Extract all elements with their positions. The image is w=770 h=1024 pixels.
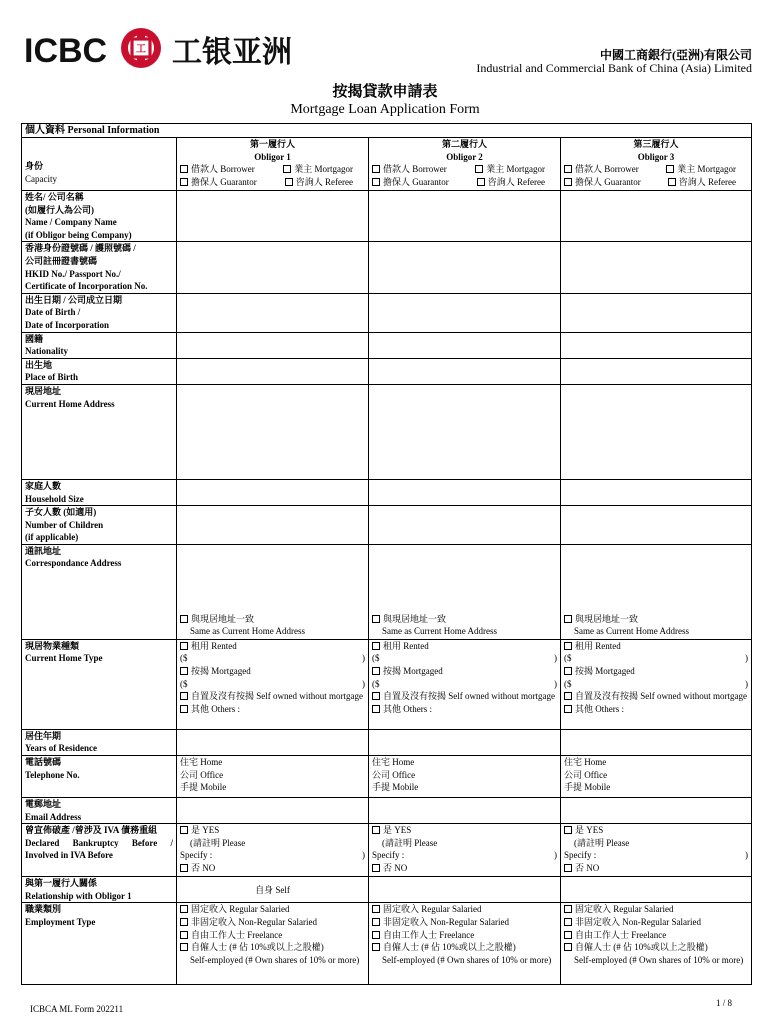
self-employed-checkbox[interactable]: 自僱人士 (# 佔 10%或以上之股權) bbox=[180, 941, 365, 954]
obligor-3-relationship-field[interactable] bbox=[561, 877, 752, 903]
obligor-2-employment: 固定收入 Regular Salaried 非固定收入 Non-Regular Salaried 自由工作人士 Freelance 自僱人士 (# 佔 10%或以上之股權) Self-employed (# Own shares of 10% or more) bbox=[369, 903, 561, 985]
others-checkbox[interactable]: 其他 Others : bbox=[564, 703, 748, 716]
bankruptcy-label: 曾宣佈破產 /曾涉及 IVA 債務重組 Declared Bankruptcy Before / Involved in IVA Before bbox=[22, 824, 177, 877]
self-owned-checkbox[interactable]: 自置及沒有按揭 Self owned without mortgage bbox=[372, 690, 557, 703]
same-address-checkbox[interactable]: 與現居地址一致 bbox=[180, 613, 365, 626]
referee-checkbox[interactable]: 咨詢人 Referee bbox=[668, 176, 742, 189]
non-regular-salaried-checkbox[interactable]: 非固定收入 Non-Regular Salaried bbox=[180, 916, 365, 929]
referee-checkbox[interactable]: 咨詢人 Referee bbox=[477, 176, 551, 189]
form-title-en: Mortgage Loan Application Form bbox=[290, 102, 480, 117]
obligor-1-employment: 固定收入 Regular Salaried 非固定收入 Non-Regular Salaried 自由工作人士 Freelance 自僱人士 (# 佔 10%或以上之股權) Self-employed (# Own shares of 10% or more) bbox=[177, 903, 369, 985]
page-number: 1 / 8 bbox=[715, 998, 732, 1008]
bankruptcy-specify-field[interactable]: Specify : ) bbox=[180, 850, 365, 861]
children-label: 子女人數 (如適用) Number of Children (if applicable) bbox=[22, 506, 177, 545]
bankruptcy-specify-field[interactable]: Specify : ) bbox=[564, 850, 749, 861]
obligor-3-correspondence-field[interactable]: 與現居地址一致 Same as Current Home Address bbox=[561, 544, 752, 639]
mortgagor-checkbox[interactable]: 業主 Mortgagor bbox=[283, 163, 359, 176]
obligor-2-household-field[interactable] bbox=[369, 479, 561, 505]
obligor-1-household-field[interactable] bbox=[177, 479, 369, 505]
others-checkbox[interactable]: 其他 Others : bbox=[180, 703, 365, 716]
obligor-1-correspondence-field[interactable]: 與現居地址一致 Same as Current Home Address bbox=[177, 544, 369, 639]
obligor-1-capacity bbox=[177, 138, 369, 191]
mortgagor-checkbox[interactable]: 業主 Mortgagor bbox=[475, 163, 551, 176]
obligor-2-address-field[interactable] bbox=[369, 384, 561, 479]
obligor-1-nationality-field[interactable] bbox=[177, 332, 369, 358]
mortgagor-checkbox[interactable]: 業主 Mortgagor bbox=[666, 163, 742, 176]
obligor-1-heading-en: Obligor 1 bbox=[254, 151, 291, 162]
personal-information-table bbox=[21, 123, 752, 985]
correspondence-address-label: 通訊地址 Correspondance Address bbox=[22, 544, 177, 639]
mortgage-amount-field[interactable]: ($ ) bbox=[180, 678, 365, 689]
self-employed-checkbox[interactable]: 自僱人士 (# 佔 10%或以上之股權) bbox=[564, 941, 748, 954]
obligor-2-nationality-field[interactable] bbox=[369, 332, 561, 358]
rent-amount-field[interactable]: ($ ) bbox=[180, 653, 365, 664]
obligor-3-nationality-field[interactable] bbox=[561, 332, 752, 358]
obligor-1-heading-zh: 第一履行人 bbox=[249, 139, 295, 149]
obligor-2-capacity bbox=[369, 138, 561, 191]
freelance-checkbox[interactable]: 自由工作人士 Freelance bbox=[372, 929, 557, 942]
obligor-2-children-field[interactable] bbox=[369, 506, 561, 545]
obligor-2-years-field[interactable] bbox=[369, 729, 561, 755]
freelance-checkbox[interactable]: 自由工作人士 Freelance bbox=[564, 929, 748, 942]
borrower-checkbox[interactable]: 借款人 Borrower bbox=[372, 163, 453, 176]
guarantor-checkbox[interactable]: 擔保人 Guarantor bbox=[180, 176, 263, 189]
obligor-3-heading-zh: 第三履行人 bbox=[633, 139, 679, 149]
obligor-2-heading-en: Obligor 2 bbox=[446, 151, 483, 162]
obligor-1-telephone-field[interactable]: 住宅 Home 公司 Office 手提 Mobile bbox=[177, 756, 369, 798]
id-number-label: 香港身份證號碼 / 護照號碼 / 公司註冊證書號碼 HKID No./ Passport No./ Certificate of Incorporation No. bbox=[22, 242, 177, 293]
rented-checkbox[interactable]: 租用 Rented bbox=[564, 640, 748, 653]
obligor-1-relationship: 自身 Self bbox=[177, 877, 369, 903]
self-owned-checkbox[interactable]: 自置及沒有按揭 Self owned without mortgage bbox=[564, 690, 748, 703]
obligor-3-name-field[interactable] bbox=[561, 191, 752, 242]
regular-salaried-checkbox[interactable]: 固定收入 Regular Salaried bbox=[564, 903, 748, 916]
non-regular-salaried-checkbox[interactable]: 非固定收入 Non-Regular Salaried bbox=[564, 916, 748, 929]
logo-latin: ICBC bbox=[24, 32, 108, 70]
obligor-3-capacity bbox=[561, 138, 752, 191]
obligor-3-heading-en: Obligor 3 bbox=[637, 151, 675, 162]
mortgage-amount-field[interactable]: ($ ) bbox=[564, 678, 749, 689]
name-label: 姓名/ 公司名稱 (如履行人為公司) Name / Company Name (if Obligor being Company) bbox=[22, 191, 177, 242]
self-employed-checkbox[interactable]: 自僱人士 (# 佔 10%或以上之股權) bbox=[372, 941, 557, 954]
others-checkbox[interactable]: 其他 Others : bbox=[372, 703, 557, 716]
current-address-label: 現居地址 Current Home Address bbox=[22, 384, 177, 479]
bankruptcy-no-checkbox[interactable]: 否 NO bbox=[372, 862, 557, 875]
form-title-zh: 按揭貸款申請表 bbox=[332, 84, 438, 100]
referee-checkbox[interactable]: 咨詢人 Referee bbox=[285, 176, 359, 189]
employment-type-label: 職業類別 Employment Type bbox=[22, 903, 177, 985]
rent-amount-field[interactable]: ($ ) bbox=[564, 653, 749, 664]
obligor-3-dob-field[interactable] bbox=[561, 293, 752, 332]
obligor-3-home-type bbox=[561, 639, 752, 729]
obligor-3-years-field[interactable] bbox=[561, 729, 752, 755]
obligor-1-pob-field[interactable] bbox=[177, 358, 369, 384]
obligor-1-years-field[interactable] bbox=[177, 729, 369, 755]
bankruptcy-no-checkbox[interactable]: 否 NO bbox=[564, 862, 748, 875]
icbc-emblem-icon bbox=[121, 28, 161, 68]
bankruptcy-yes-checkbox[interactable]: 是 YES bbox=[180, 824, 365, 837]
logo-emblem-character: 工 bbox=[136, 44, 146, 55]
nationality-label: 國籍 Nationality bbox=[22, 332, 177, 358]
obligor-3-bankruptcy: 是 YES (請註明 Please Specify : ) 否 NO bbox=[561, 824, 752, 877]
obligor-3-employment: 固定收入 Regular Salaried 非固定收入 Non-Regular Salaried 自由工作人士 Freelance 自僱人士 (# 佔 10%或以上之股權) Self-employed (# Own shares of 10% or more) bbox=[561, 903, 752, 985]
bank-name-zh: 中國工商銀行(亞洲)有限公司 bbox=[600, 48, 752, 62]
bankruptcy-yes-checkbox[interactable]: 是 YES bbox=[564, 824, 748, 837]
borrower-checkbox[interactable]: 借款人 Borrower bbox=[180, 163, 261, 176]
capacity-label: 身份 Capacity bbox=[22, 138, 177, 191]
obligor-1-email-field[interactable] bbox=[177, 798, 369, 824]
regular-salaried-checkbox[interactable]: 固定收入 Regular Salaried bbox=[372, 903, 557, 916]
obligor-1-name-field[interactable] bbox=[177, 191, 369, 242]
obligor-1-dob-field[interactable] bbox=[177, 293, 369, 332]
obligor-2-heading-zh: 第二履行人 bbox=[441, 139, 487, 149]
obligor-2-email-field[interactable] bbox=[369, 798, 561, 824]
obligor-2-correspondence-field[interactable]: 與現居地址一致 Same as Current Home Address bbox=[369, 544, 561, 639]
household-size-label: 家庭人數 Household Size bbox=[22, 479, 177, 505]
obligor-2-name-field[interactable] bbox=[369, 191, 561, 242]
relationship-label: 與第一履行人關係 Relationship with Obligor 1 bbox=[22, 877, 177, 903]
rent-amount-field[interactable]: ($ ) bbox=[372, 653, 557, 664]
obligor-3-address-field[interactable] bbox=[561, 384, 752, 479]
home-type-label: 現居物業種類 Current Home Type bbox=[22, 639, 177, 729]
email-label: 電郵地址 Email Address bbox=[22, 798, 177, 824]
obligor-3-pob-field[interactable] bbox=[561, 358, 752, 384]
guarantor-checkbox[interactable]: 擔保人 Guarantor bbox=[372, 176, 455, 189]
obligor-2-dob-field[interactable] bbox=[369, 293, 561, 332]
logo-chinese: 工银亚洲 bbox=[172, 35, 292, 70]
obligor-3-children-field[interactable] bbox=[561, 506, 752, 545]
icbc-logo bbox=[24, 26, 324, 74]
bankruptcy-specify-field[interactable]: Specify : ) bbox=[372, 850, 557, 861]
section-heading: 個人資料 Personal Information bbox=[22, 124, 752, 138]
place-of-birth-label: 出生地 Place of Birth bbox=[22, 358, 177, 384]
mortgaged-checkbox[interactable]: 按揭 Mortgaged bbox=[372, 665, 557, 678]
mortgaged-checkbox[interactable]: 按揭 Mortgaged bbox=[564, 665, 748, 678]
mortgage-amount-field[interactable]: ($ ) bbox=[372, 678, 557, 689]
obligor-1-bankruptcy: 是 YES (請註明 Please Specify : ) 否 NO bbox=[177, 824, 369, 877]
obligor-2-pob-field[interactable] bbox=[369, 358, 561, 384]
rented-checkbox[interactable]: 租用 Rented bbox=[180, 640, 365, 653]
years-of-residence-label: 居住年期 Years of Residence bbox=[22, 729, 177, 755]
obligor-2-home-type bbox=[369, 639, 561, 729]
regular-salaried-checkbox[interactable]: 固定收入 Regular Salaried bbox=[180, 903, 365, 916]
same-address-checkbox[interactable]: 與現居地址一致 bbox=[372, 613, 557, 626]
obligor-1-children-field[interactable] bbox=[177, 506, 369, 545]
bank-name-en: Industrial and Commercial Bank of China (Asia) Limited bbox=[476, 61, 752, 75]
non-regular-salaried-checkbox[interactable]: 非固定收入 Non-Regular Salaried bbox=[372, 916, 557, 929]
obligor-2-telephone-field[interactable]: 住宅 Home 公司 Office 手提 Mobile bbox=[369, 756, 561, 798]
date-of-birth-label: 出生日期 / 公司成立日期 Date of Birth / Date of Incorporation bbox=[22, 293, 177, 332]
guarantor-checkbox[interactable]: 擔保人 Guarantor bbox=[564, 176, 647, 189]
obligor-3-household-field[interactable] bbox=[561, 479, 752, 505]
freelance-checkbox[interactable]: 自由工作人士 Freelance bbox=[180, 929, 365, 942]
borrower-checkbox[interactable]: 借款人 Borrower bbox=[564, 163, 645, 176]
obligor-1-address-field[interactable] bbox=[177, 384, 369, 479]
obligor-3-id-field[interactable] bbox=[561, 242, 752, 293]
obligor-3-telephone-field[interactable]: 住宅 Home 公司 Office 手提 Mobile bbox=[561, 756, 752, 798]
rented-checkbox[interactable]: 租用 Rented bbox=[372, 640, 557, 653]
obligor-1-id-field[interactable] bbox=[177, 242, 369, 293]
form-code: ICBCA ML Form 202211 bbox=[30, 1004, 124, 1014]
bankruptcy-yes-checkbox[interactable]: 是 YES bbox=[372, 824, 557, 837]
obligor-2-bankruptcy: 是 YES (請註明 Please Specify : ) 否 NO bbox=[369, 824, 561, 877]
obligor-3-email-field[interactable] bbox=[561, 798, 752, 824]
bankruptcy-no-checkbox[interactable]: 否 NO bbox=[180, 862, 365, 875]
self-owned-checkbox[interactable]: 自置及沒有按揭 Self owned without mortgage bbox=[180, 690, 365, 703]
obligor-1-home-type bbox=[177, 639, 369, 729]
telephone-label: 電話號碼 Telephone No. bbox=[22, 756, 177, 798]
obligor-2-relationship-field[interactable] bbox=[369, 877, 561, 903]
obligor-2-id-field[interactable] bbox=[369, 242, 561, 293]
mortgaged-checkbox[interactable]: 按揭 Mortgaged bbox=[180, 665, 365, 678]
same-address-checkbox[interactable]: 與現居地址一致 bbox=[564, 613, 748, 626]
